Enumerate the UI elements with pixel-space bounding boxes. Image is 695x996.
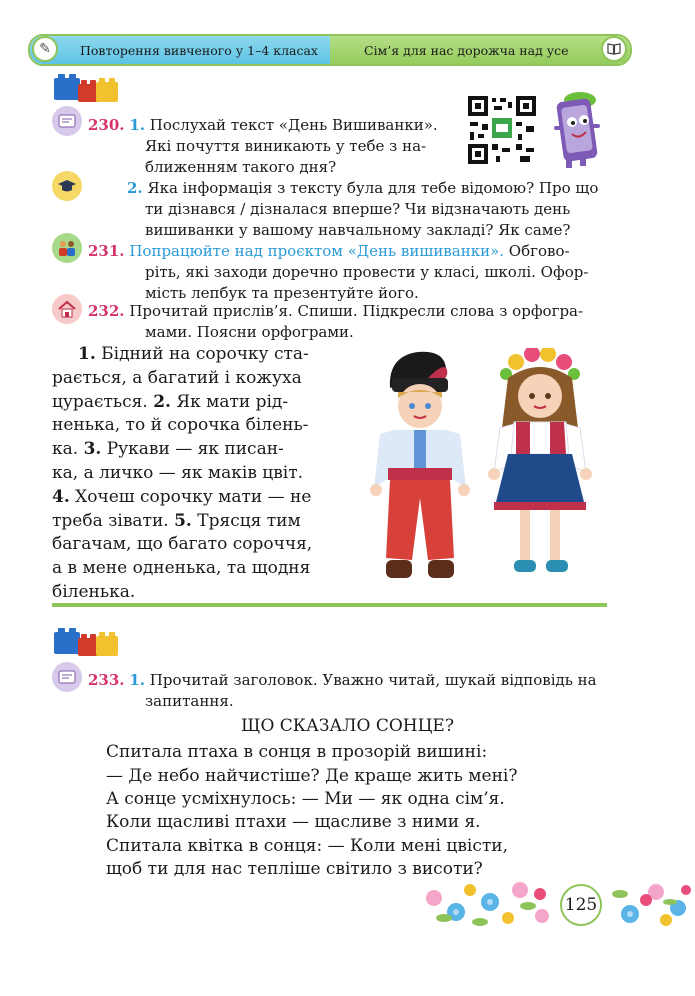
- listen-icon: [52, 662, 82, 692]
- text: Обгово-: [504, 242, 570, 260]
- phone-mascot-icon: [548, 90, 604, 170]
- text: Рукави — як писан-: [101, 439, 284, 460]
- text: треба зівати.: [52, 510, 175, 531]
- poem-line: Спитала птаха в сонця в прозорій вишині:: [106, 742, 488, 762]
- task-232-line-1: [88, 301, 583, 322]
- text: Бідний на сорочку ста-: [95, 344, 309, 364]
- text: ка, а личко — як маків цвіт.: [52, 462, 304, 483]
- section-divider: [52, 603, 607, 607]
- qr-code-icon: [466, 94, 538, 166]
- poem-line: Коли щасливі птахи — щасливе з ними я.: [106, 812, 481, 832]
- task-230-line-2: Які почуття виникають у тебе з на-: [145, 137, 427, 155]
- task-231-line-3: мість лепбук та презентуйте його.: [145, 284, 419, 302]
- text: Прочитай прислів’я. Спиши. Підкресли слова з орфогра-: [129, 302, 584, 320]
- poem-line: Спитала квітка в сонця: — Коли мені цвісти,: [106, 836, 508, 856]
- graduation-cap-icon: [52, 171, 82, 201]
- text: ка.: [52, 439, 84, 460]
- text: рається, а багатий і кожуха: [52, 367, 302, 388]
- task-233-line-2: запитання.: [145, 692, 234, 710]
- task-230-line-4: [127, 178, 598, 199]
- sub-number: 2.: [127, 179, 143, 197]
- project-title: Попрацюйте над проєктом «День вишиванки».: [129, 242, 505, 260]
- flowers-decoration: [420, 876, 695, 934]
- text: а в мене одненька, та щодня: [52, 558, 311, 579]
- task-230-line-6: вишиванки у вашому навчальному закладі? Як саме?: [145, 221, 571, 239]
- poem-line: — Де небо найчистіше? Де краще жить мені?: [106, 766, 518, 786]
- text: Яка інформація з тексту була для тебе відомою? Про що: [147, 179, 599, 197]
- proverb-number: 4.: [52, 486, 70, 507]
- task-number: 233.: [88, 671, 125, 689]
- task-230-line-1: [88, 115, 438, 136]
- task-231-line-2: ріть, які заходи доречно провести у класі, школі. Офор-: [145, 263, 589, 281]
- header-topic-title: Сім’я для нас дорожча над усе: [330, 36, 630, 64]
- lego-blocks-icon: [52, 70, 122, 104]
- task-230-line-5: ти дізнався / дізналася вперше? Чи відзначають день: [145, 200, 571, 218]
- proverb-number: 1.: [78, 344, 96, 364]
- proverb-number: 3.: [83, 439, 102, 460]
- proverb-number: 2.: [153, 391, 171, 412]
- task-number: 231.: [88, 242, 125, 260]
- girl-costume-illustration: [486, 348, 596, 592]
- poem-line: щоб ти для нас тепліше світило з висоти?: [106, 859, 483, 879]
- text: біленька.: [52, 581, 136, 602]
- text: Прочитай заголовок. Уважно читай, шукай відповідь на: [149, 671, 597, 689]
- pencil-icon: ✎: [32, 36, 58, 62]
- boy-costume-illustration: [368, 348, 472, 592]
- listen-icon: [52, 106, 82, 136]
- text: багачам, що багато сороччя,: [52, 534, 313, 555]
- task-233-line-1: [88, 670, 597, 691]
- poem-title: ЩО СКАЗАЛО СОНЦЕ?: [241, 716, 454, 736]
- page-header: [28, 34, 632, 66]
- text: цурається.: [52, 391, 154, 412]
- task-232-line-2: мами. Поясни орфограми.: [145, 323, 354, 341]
- page-number: 125: [560, 884, 602, 926]
- home-task-icon: [52, 294, 82, 324]
- text: ненька, то й сорочка білень-: [52, 415, 309, 436]
- text: Хочеш сорочку мати — не: [69, 486, 312, 507]
- task-number: 232.: [88, 302, 125, 320]
- task-230-line-3: ближенням такого дня?: [145, 158, 337, 176]
- book-icon: [601, 36, 627, 62]
- group-work-icon: [52, 233, 82, 263]
- header-section-title: Повторення вивченого у 1–4 класах: [30, 36, 330, 64]
- lego-blocks-icon: [52, 624, 122, 658]
- proverb-number: 5.: [174, 510, 192, 531]
- text: Послухай текст «День Вишиванки».: [149, 116, 438, 134]
- proverbs-block: [52, 343, 342, 605]
- task-number: 230.: [88, 116, 125, 134]
- poem-line: А сонце усміхнулось: — Ми — як одна сім’я.: [106, 789, 505, 809]
- text: Трясця тим: [191, 510, 301, 531]
- task-231-line-1: [88, 241, 570, 262]
- sub-number: 1.: [129, 116, 145, 134]
- text: Як мати рід-: [170, 391, 289, 412]
- sub-number: 1.: [129, 671, 145, 689]
